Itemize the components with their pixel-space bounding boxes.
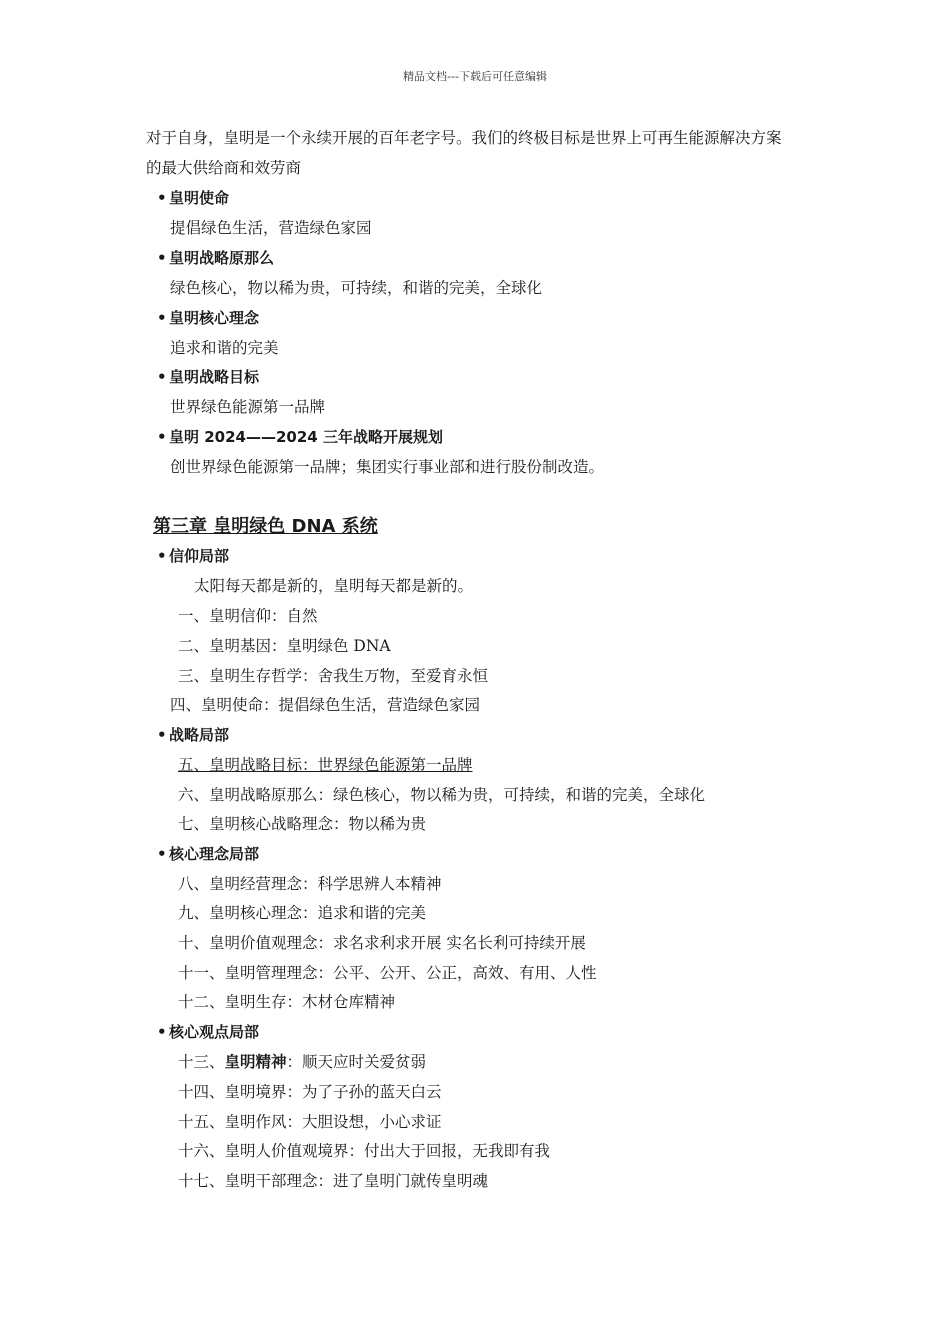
bullet-dot: •: [157, 547, 167, 565]
section-core-concept: [157, 844, 259, 864]
list-item: 十六、皇明人价值观境界：付出大于回报，无我即有我: [178, 1142, 551, 1160]
section-title: 信仰局部: [169, 547, 230, 565]
bullet-dot: •: [157, 845, 167, 863]
bullet-strategy-principle: [157, 248, 274, 268]
bullet-mission: [157, 188, 229, 208]
bullet-dot: •: [157, 249, 167, 267]
bullet-core-concept: [157, 308, 259, 328]
list-item: 二、皇明基因：皇明绿色 DNA: [178, 637, 391, 655]
bullet-text: 提倡绿色生活，营造绿色家园: [170, 219, 372, 237]
bullet-text: 创世界绿色能源第一品牌；集团实行事业部和进行股份制改造。: [170, 458, 605, 476]
bullet-dot: •: [157, 726, 167, 744]
list-item: 十五、皇明作风：大胆设想，小心求证: [178, 1113, 442, 1131]
page-header: 精品文档---下载后可任意编辑: [403, 70, 547, 83]
bullet-title: 皇明战略目标: [169, 368, 260, 386]
bullet-dot: •: [157, 428, 167, 446]
list-item: 五、皇明战略目标：世界绿色能源第一品牌: [178, 756, 473, 774]
section-title: 战略局部: [169, 726, 230, 744]
section-title: 核心理念局部: [169, 845, 260, 863]
bullet-dot: •: [157, 309, 167, 327]
section-core-view: [157, 1022, 259, 1042]
list-item: 九、皇明核心理念：追求和谐的完美: [178, 904, 427, 922]
intro-line-1: 对于自身，皇明是一个永续开展的百年老字号。我们的终极目标是世界上可再生能源解决方案: [146, 129, 782, 147]
item-rest: ：顺天应时关爱贫弱: [286, 1053, 427, 1071]
chapter-title: 第三章 皇明绿色 DNA 系统: [153, 516, 378, 537]
bullet-text: 绿色核心，物以稀为贵，可持续，和谐的完美，全球化: [170, 279, 543, 297]
bullet-three-year-plan: [157, 427, 443, 447]
list-item: 三、皇明生存哲学：舍我生万物，至爱育永恒: [178, 667, 489, 685]
list-item: 十、皇明价值观理念：求名求利求开展 实名长利可持续开展: [178, 934, 586, 952]
item-prefix: 十三、: [178, 1053, 225, 1071]
list-item: 七、皇明核心战略理念：物以稀为贵: [178, 815, 427, 833]
bullet-dot: •: [157, 189, 167, 207]
item-bold-term: 皇明精神: [224, 1053, 287, 1071]
bullet-title: 皇明核心理念: [169, 309, 260, 327]
bullet-text: 世界绿色能源第一品牌: [170, 398, 326, 416]
bullet-dot: •: [157, 368, 167, 386]
list-item: 十二、皇明生存：木材仓库精神: [178, 993, 396, 1011]
list-item: 十七、皇明干部理念：进了皇明门就传皇明魂: [178, 1172, 489, 1190]
bullet-title: 皇明使命: [169, 189, 230, 207]
bullet-title: 皇明 2024——2024 三年战略开展规划: [169, 428, 443, 446]
list-item: [178, 1052, 426, 1072]
list-item: 十一、皇明管理理念：公平、公开、公正，高效、有用、人性: [178, 964, 597, 982]
list-item: 六、皇明战略原那么：绿色核心，物以稀为贵，可持续，和谐的完美，全球化: [178, 786, 706, 804]
list-item: 八、皇明经营理念：科学思辨人本精神: [178, 875, 442, 893]
bullet-dot: •: [157, 1023, 167, 1041]
list-item: 四、皇明使命：提倡绿色生活，营造绿色家园: [170, 696, 481, 714]
bullet-title: 皇明战略原那么: [169, 249, 275, 267]
section-strategy: [157, 725, 229, 745]
section-belief: [157, 546, 229, 566]
list-item: 十四、皇明境界：为了子孙的蓝天白云: [178, 1083, 442, 1101]
belief-quote: 太阳每天都是新的，皇明每天都是新的。: [194, 577, 474, 595]
list-item: 一、皇明信仰：自然: [178, 607, 318, 625]
bullet-text: 追求和谐的完美: [170, 339, 279, 357]
intro-line-2: 的最大供给商和效劳商: [146, 159, 302, 177]
bullet-strategy-goal: [157, 367, 259, 387]
section-title: 核心观点局部: [169, 1023, 260, 1041]
